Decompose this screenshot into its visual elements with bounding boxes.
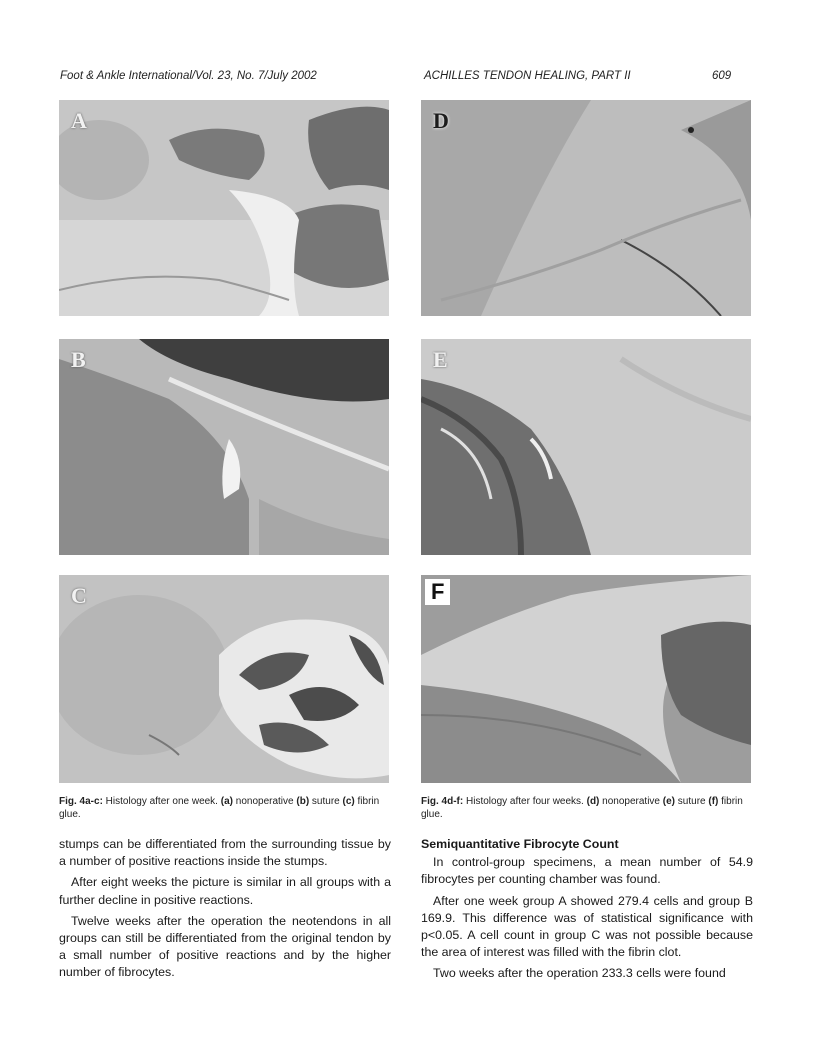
panel-label-e: E: [433, 347, 448, 372]
panel-label-a: A: [71, 108, 87, 133]
histology-panel-f: [421, 575, 751, 783]
histology-panel-a: [59, 100, 389, 316]
paragraph: After eight weeks the picture is similar in all groups with a further decline in positive reactions.: [59, 875, 391, 907]
histology-panel-c: [59, 575, 389, 783]
histology-panel-e: [421, 339, 751, 555]
paragraph: After one week group A showed 279.4 cells and group B 169.9. This difference was of statistical significance with p<0.05. A cell count in group C was not possible because the area of interest was filled with the fibrin clot.: [421, 893, 753, 960]
running-header-title: ACHILLES TENDON HEALING, PART II: [424, 70, 631, 82]
figure-caption-4a-c: Fig. 4a-c: Histology after one week. (a) nonoperative (b) suture (c) fibrin glue.: [59, 796, 380, 820]
panel-label-b: B: [71, 347, 86, 372]
panel-label-d: D: [433, 108, 449, 133]
section-heading: Semiquantitative Fibrocyte Count: [421, 837, 619, 851]
body-column-right: [421, 836, 753, 987]
running-header-journal: Foot & Ankle International/Vol. 23, No. 7/July 2002: [60, 70, 317, 82]
paragraph: stumps can be differentiated from the surrounding tissue by a number of positive reactions inside the stumps.: [59, 837, 391, 869]
panel-label-f: F: [425, 579, 450, 605]
body-column-left: [59, 836, 391, 986]
paragraph: Twelve weeks after the operation the neotendons in all groups can still be differentiated from the original tendon by a small number of positive reactions and by the higher number of fibrocytes.: [59, 913, 391, 980]
figure-caption-4d-f: Fig. 4d-f: Histology after four weeks. (d) nonoperative (e) suture (f) fibrin glue.: [421, 796, 743, 820]
panel-label-c: C: [71, 583, 87, 608]
page-number: 609: [712, 70, 732, 82]
paragraph: In control-group specimens, a mean number of 54.9 fibrocytes per counting chamber was found.: [421, 855, 753, 887]
paragraph: Two weeks after the operation 233.3 cells were found: [433, 966, 726, 981]
histology-panel-b: [59, 339, 389, 555]
histology-panel-d: [421, 100, 751, 316]
